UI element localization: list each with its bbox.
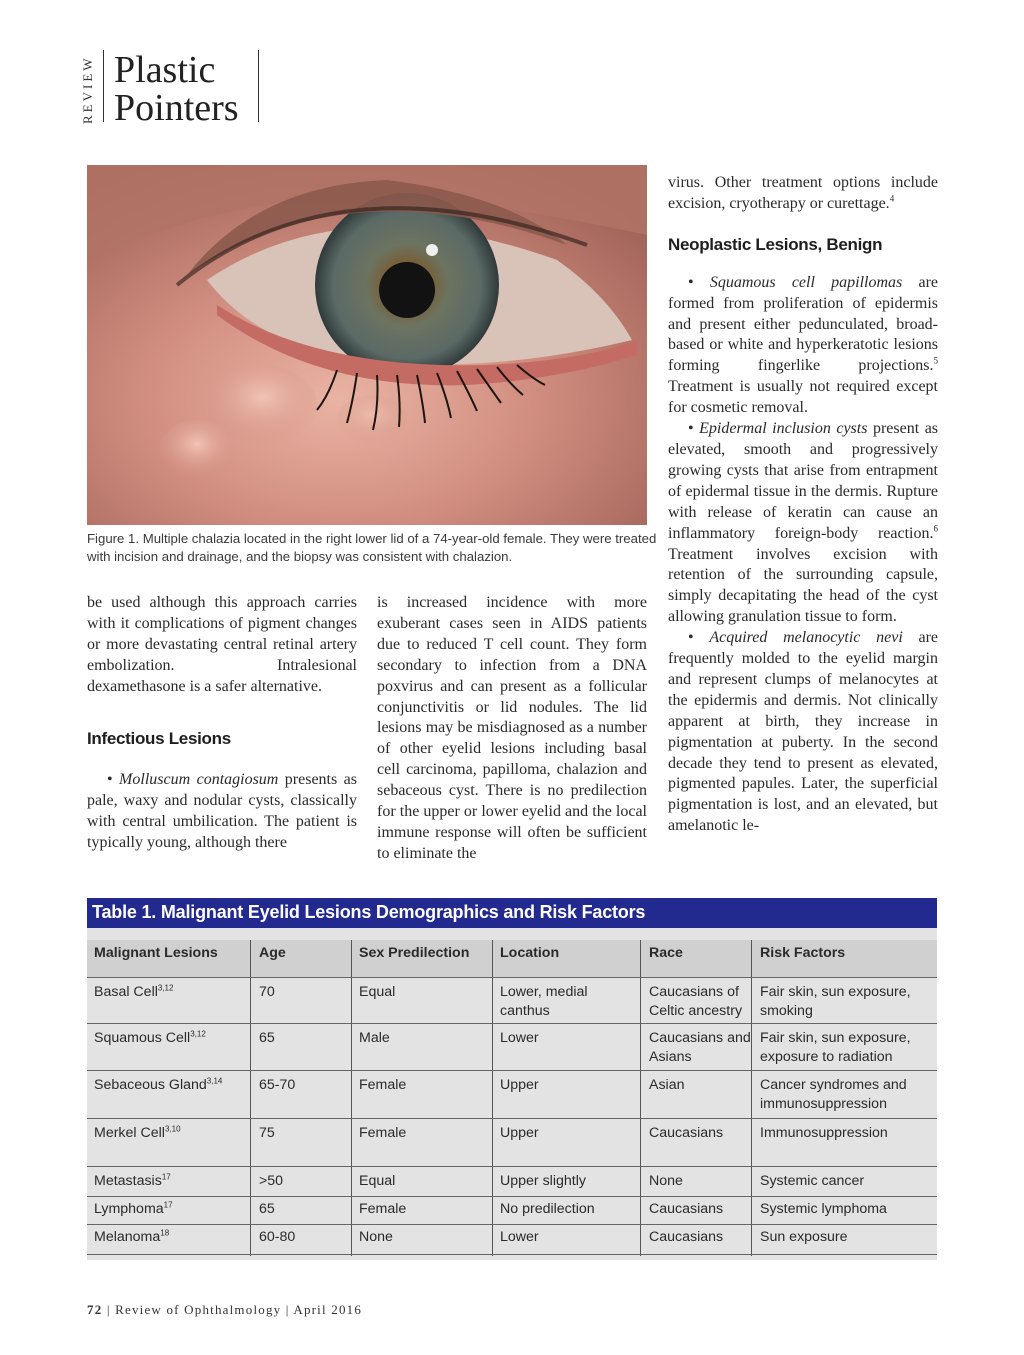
page-number: 72 xyxy=(87,1302,103,1317)
table-cell-race: Caucasians of Celtic ancestry xyxy=(649,984,743,1019)
table-column-divider xyxy=(640,940,641,1256)
paragraph-papillomas xyxy=(668,273,938,419)
paragraph-nevi xyxy=(668,628,938,837)
table-header-location: Location xyxy=(500,945,560,961)
table-row-divider xyxy=(87,1166,937,1167)
table-cell-location: Lower xyxy=(500,1229,539,1245)
table-header-age: Age xyxy=(259,945,286,961)
table-cell-age: 65-70 xyxy=(259,1077,296,1093)
issue-date: April 2016 xyxy=(293,1302,363,1317)
reference: 5 xyxy=(933,356,938,367)
table-column-divider xyxy=(351,940,352,1256)
paragraph-inclusion-cysts xyxy=(668,419,938,628)
table-cell-race: Caucasians and Asians xyxy=(649,1030,751,1065)
body-column-2 xyxy=(377,593,647,865)
table-header-risk-factors: Risk Factors xyxy=(760,945,846,961)
section-label: REVIEW xyxy=(80,55,95,124)
table-column-divider xyxy=(751,940,752,1256)
paragraph-text: present as elevated, smooth and progressively growing cysts that arise from entrapment of epidermal tissue in the dermis. Rupture with release of keratin can cause an inflammatory foreign-body reaction. xyxy=(668,420,939,542)
table-cell-location: Upper slightly xyxy=(500,1173,586,1189)
bullet: • xyxy=(688,629,710,647)
table-header-race: Race xyxy=(649,945,683,961)
table-cell-age: 75 xyxy=(259,1125,275,1141)
table-cell-sex: Equal xyxy=(359,984,396,1000)
bullet: • xyxy=(107,771,120,789)
footer-separator: | xyxy=(281,1302,294,1317)
table-cell-age: 65 xyxy=(259,1201,275,1217)
eye-illustration xyxy=(87,165,647,525)
table-cell-risk: Immunosuppression xyxy=(760,1125,888,1141)
term-nevi: Acquired melanocytic nevi xyxy=(709,629,903,647)
table-cell-lesion: Lymphoma$^{17}$ xyxy=(94,1200,173,1217)
table-row-divider xyxy=(87,1254,937,1255)
table-cell-location: Upper xyxy=(500,1077,539,1093)
table-row-divider xyxy=(87,1023,937,1024)
table-cell-risk: Sun exposure xyxy=(760,1229,848,1245)
table-cell-age: 60-80 xyxy=(259,1229,296,1245)
table-cell-location: Lower, medial canthus xyxy=(500,984,588,1019)
bullet: • xyxy=(688,420,700,438)
table-cell-sex: Female xyxy=(359,1077,407,1093)
body-column-3 xyxy=(668,173,938,837)
table-header-sex: Sex Predilection xyxy=(359,945,470,961)
table-cell-sex: Male xyxy=(359,1030,390,1046)
table-column-divider xyxy=(492,940,493,1256)
table-title: Table 1. Malignant Eyelid Lesions Demographics and Risk Factors xyxy=(92,902,646,922)
table-cell-lesion: Basal Cell$^{3,12}$ xyxy=(94,983,174,1000)
table-row-divider xyxy=(87,1224,937,1225)
reference: 4 xyxy=(889,193,895,204)
table-cell-risk: Cancer syndromes and immunosuppression xyxy=(760,1077,907,1112)
bullet: • xyxy=(688,273,710,291)
paragraph: is increased incidence with more exuberant cases seen in AIDS patients due to reduced T cell count. They form secondary to infection from a DNA poxvirus and can present as a follicular conjunctivitis or lid nodules. The lid lesions may be misdiagnosed as a number of other eyelid lesions including basal cell carcinoma, papilloma, chalazion and sebaceous cyst. There is no predilection for the upper or lower eyelid and the local immune response will often be sufficient to eliminate the xyxy=(377,594,647,862)
table-cell-location: Upper xyxy=(500,1125,539,1141)
table-cell-risk: Fair skin, sun exposure, exposure to radiation xyxy=(760,1030,911,1065)
table-cell-age: 70 xyxy=(259,984,275,1000)
table-cell-sex: None xyxy=(359,1229,393,1245)
figure-photo xyxy=(87,165,647,525)
paragraph-text: are formed from proliferation of epidermis and present either pedunculated, broad-based or white and hyperkeratotic lesions forming fingerlike projections. xyxy=(668,273,938,375)
paragraph xyxy=(668,173,938,215)
page-footer xyxy=(87,1302,362,1318)
table-cell-age: >50 xyxy=(259,1173,284,1189)
table-cell-race: Caucasians xyxy=(649,1229,724,1245)
table-cell-location: No predilection xyxy=(500,1201,595,1217)
term-papillomas: Squamous cell papillomas xyxy=(709,273,903,291)
table-cell-race: Asian xyxy=(649,1077,685,1093)
table-cell-lesion: Metastasis$^{17}$ xyxy=(94,1172,171,1189)
table-cell-lesion: Squamous Cell$^{3,12}$ xyxy=(94,1029,206,1046)
reference: 3,12 xyxy=(157,983,174,993)
paragraph: be used although this approach carries with it complications of pigment changes or more devastating central retinal artery embolization. Intralesional dexamethasone is a safer alternative. xyxy=(87,594,357,695)
table-cell-race: Caucasians xyxy=(649,1125,724,1141)
table-row-divider xyxy=(87,1118,937,1119)
body-column-1 xyxy=(87,593,357,854)
table-cell-race: None xyxy=(649,1173,683,1189)
paragraph-text: presents as pale, waxy and nodular cysts, classically with central umbilication. The patient is typically young, although there xyxy=(87,771,357,852)
table-cell-risk: Fair skin, sun exposure, smoking xyxy=(760,984,911,1019)
paragraph-text: Treatment is usually not required except for cosmetic removal. xyxy=(668,378,938,417)
column-title-line1: Plastic xyxy=(114,49,216,91)
paragraph-molluscum xyxy=(87,770,357,854)
header-rule-right xyxy=(258,50,259,122)
column-title-line2: Pointers xyxy=(114,87,239,129)
header-rule-left xyxy=(103,50,104,122)
reference: 18 xyxy=(160,1228,170,1238)
table-cell-lesion: Sebaceous Gland$^{3,14}$ xyxy=(94,1076,223,1093)
table-cell-lesion: Merkel Cell$^{3,10}$ xyxy=(94,1124,181,1141)
reference: 3,14 xyxy=(206,1076,223,1086)
journal-name: Review of Ophthalmology xyxy=(115,1302,282,1317)
paragraph-text: Treatment involves excision with retention of the surrounding capsule, simply decapitating the head of the cyst allowing granulation tissue to form. xyxy=(668,545,938,626)
table-cell-risk: Systemic lymphoma xyxy=(760,1201,887,1217)
table-row-divider xyxy=(87,1196,937,1197)
term-molluscum: Molluscum contagiosum xyxy=(119,771,279,789)
reference: 17 xyxy=(163,1200,173,1210)
section-heading-neoplastic-benign: Neoplastic Lesions, Benign xyxy=(668,234,883,254)
reference: 3,12 xyxy=(190,1029,206,1039)
table-cell-sex: Female xyxy=(359,1125,407,1141)
table-row-divider xyxy=(87,977,937,978)
term-inclusion-cysts: Epidermal inclusion cysts xyxy=(699,420,868,438)
table-row-divider xyxy=(87,1070,937,1071)
footer-separator: | xyxy=(102,1302,116,1317)
reference: 3,10 xyxy=(164,1124,181,1134)
table-cell-lesion: Melanoma$^{18}$ xyxy=(94,1228,170,1245)
table-cell-sex: Equal xyxy=(359,1173,396,1189)
table-column-divider xyxy=(250,940,251,1256)
table-cell-race: Caucasians xyxy=(649,1201,724,1217)
reference: 17 xyxy=(161,1172,171,1182)
figure-caption: Figure 1. Multiple chalazia located in the right lower lid of a 74-year-old female. They were treated with incision and drainage, and the biopsy was consistent with chalazion. xyxy=(87,531,657,564)
table-cell-sex: Female xyxy=(359,1201,407,1217)
paragraph-text: are frequently molded to the eyelid margin and represent clumps of melanocytes at the epidermis and dermis. Not clinically apparent at birth, they increase in pigmentation at puberty. In the second decade they tend to present as elevated, pigmented papules. Later, the superficial pigmentation is lost, and an elevated, but amelanotic le- xyxy=(668,629,939,835)
table-cell-age: 65 xyxy=(259,1030,275,1046)
section-heading-infectious: Infectious Lesions xyxy=(87,728,231,748)
table-header-malignant-lesions: Malignant Lesions xyxy=(94,945,218,961)
reference: 6 xyxy=(933,523,938,534)
paragraph-text: virus. Other treatment options include excision, cryotherapy or curettage. xyxy=(668,174,938,212)
table-cell-location: Lower xyxy=(500,1030,539,1046)
table-cell-risk: Systemic cancer xyxy=(760,1173,865,1189)
